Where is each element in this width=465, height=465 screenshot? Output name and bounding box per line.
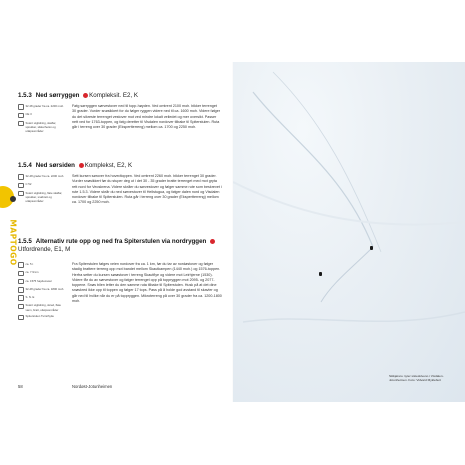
mountain-icon	[18, 279, 24, 285]
section-meta: Utfordrende, E1, M	[18, 246, 71, 253]
maptogo-logo: MAPTOGO	[8, 219, 18, 266]
fact-row: ca. 7.9 km	[18, 270, 66, 276]
fact-row: C 52	[18, 182, 66, 188]
warning-icon	[18, 121, 24, 127]
cloud-icon	[18, 113, 24, 119]
fact-row: 32-48 grader fra ca. 2200 moh.	[18, 174, 66, 180]
warning-icon	[18, 304, 24, 310]
section-title	[18, 92, 138, 99]
difficulty-dot-icon	[83, 93, 88, 98]
fact-row: ca. 1575 høydemeter	[18, 279, 66, 285]
route-facts	[18, 174, 66, 206]
skier-figure	[370, 246, 373, 250]
page-number: 58	[18, 384, 23, 389]
section-meta: Kompleksit. E2, K	[89, 92, 139, 99]
section-number: 1.5.5	[18, 238, 32, 245]
fact-row: ca. 5 t	[18, 262, 66, 268]
cloud-icon	[18, 295, 24, 301]
maptogo-tab	[0, 186, 18, 276]
section-heading: Ned sørsiden	[35, 162, 75, 169]
skier-figure	[319, 272, 322, 276]
section-title	[18, 238, 218, 254]
route-facts	[18, 104, 66, 136]
section-body: Fra Spiterstulen følges veien nordover fra ca. 1 km, før du tar av nordøstover og følger stadig brattere terreng opp mot bandet mellom Skautkampen (1440 moh.) og 1576-toppen. Herfra setter du kursen sørøstover i terreng Skautflye og videre mot Leirhjerne (1530). Videre får du av sørvestover og følger terrenget opp på toppryggen mot 2095- og 2077-toppene. Snøs bilen letter du den samme ruta tilbake til Spiterstulen. Husk på at det dine snøskred ikke opp til toppen og følger 17 tops. Pass på å holde god avstand til skavler og går ned til hvilke når du er på toppryggen. Mikroterreng på over 30 grader fra ca. 1200-1800 moh.	[72, 262, 222, 304]
photo-snow-slope	[233, 62, 465, 402]
fact-row: Spiterstulen Turisthytte	[18, 314, 66, 320]
fact-row: 32-48 grader fra ca. 1800 moh.	[18, 287, 66, 293]
section-body: Følg sørryggen sørvestover ned til topp-høyden. Ved omtrent 2100 moh. bikker terrenget 30 grader. Vurder snøsikkert for du følger ryggen videre ned til ca. 1600 moh. Videre følger du det sikreste terrenget vestover mot ved mindre lokalt veiledet og mer oversikt. Passer nett ved for 1763-toppen, og følg deretter til Visdalen nordover tilbake til Spiterstulen. Ruta går i terreng over 30 grader (Ekspertterreng) mellom ca. 1700 og 2250 moh.	[72, 104, 220, 130]
section-body: Sett kursen sørover fra hovedtoppen. Ved omtrent 2260 moh. bikker terrenget 30 grader. Vurder snøsikkert før du stuper deg ut i det 30 - 35 grader bratte terrenget med mot grytа rett nord for Veoskrena. Videre skråer du sørvestover og følger samme rute som beskrevet i rute 1.5.3. Videre skrår du ned sørvestover til Heilstugua, og følger dalen nord og Visdalen nordover tilbake til Spiterstulen. Ruta går i terreng over 30 grader (Ekspertterreng) mellom ca. 1700 og 2250 moh.	[72, 174, 222, 205]
section-meta: Komplekst, E2, K	[84, 162, 133, 169]
pin-icon	[18, 104, 24, 110]
fact-row: S. N. E	[18, 295, 66, 301]
difficulty-dot-icon	[210, 239, 215, 244]
map-pin-center	[10, 196, 16, 202]
photo-caption: Skikjørere nyter sisteskiveno i Visdalen-Jotunheimen. Foto: Vidvard Mykleburt	[389, 374, 444, 383]
difficulty-dot-icon	[79, 163, 84, 168]
running-footer: Nordøst-Jotunheimen	[72, 384, 113, 389]
cloud-icon	[18, 183, 24, 189]
route-facts	[18, 262, 66, 323]
section-number: 1.5.3	[18, 92, 32, 99]
section-heading: Ned sørryggen	[35, 92, 80, 99]
fact-row: CE 3	[18, 112, 66, 118]
fact-row: Svært utglidning, flate skaflar, sprekker, snøbrett og utløpsområder	[18, 191, 66, 204]
arrow-icon	[18, 271, 24, 277]
section-title	[18, 162, 132, 169]
fact-row: 32.48 grader fra ca. 2200 moh.	[18, 104, 66, 110]
fact-row: Svært utglidning, skaflar, sprekker, sikkerhetsn og utløpsområder	[18, 121, 66, 134]
ski-tracks	[233, 62, 465, 402]
pin-icon	[18, 174, 24, 180]
pin-icon	[18, 287, 24, 293]
section-number: 1.5.4	[18, 162, 32, 169]
warning-icon	[18, 191, 24, 197]
section-heading: Alternativ rute opp og ned fra Spiterstulen via nordryggen	[35, 238, 207, 245]
hut-icon	[18, 315, 24, 321]
clock-icon	[18, 262, 24, 268]
fact-row: Svært utglidning, skred, flate vann, bratt, utløpsområder	[18, 303, 66, 311]
